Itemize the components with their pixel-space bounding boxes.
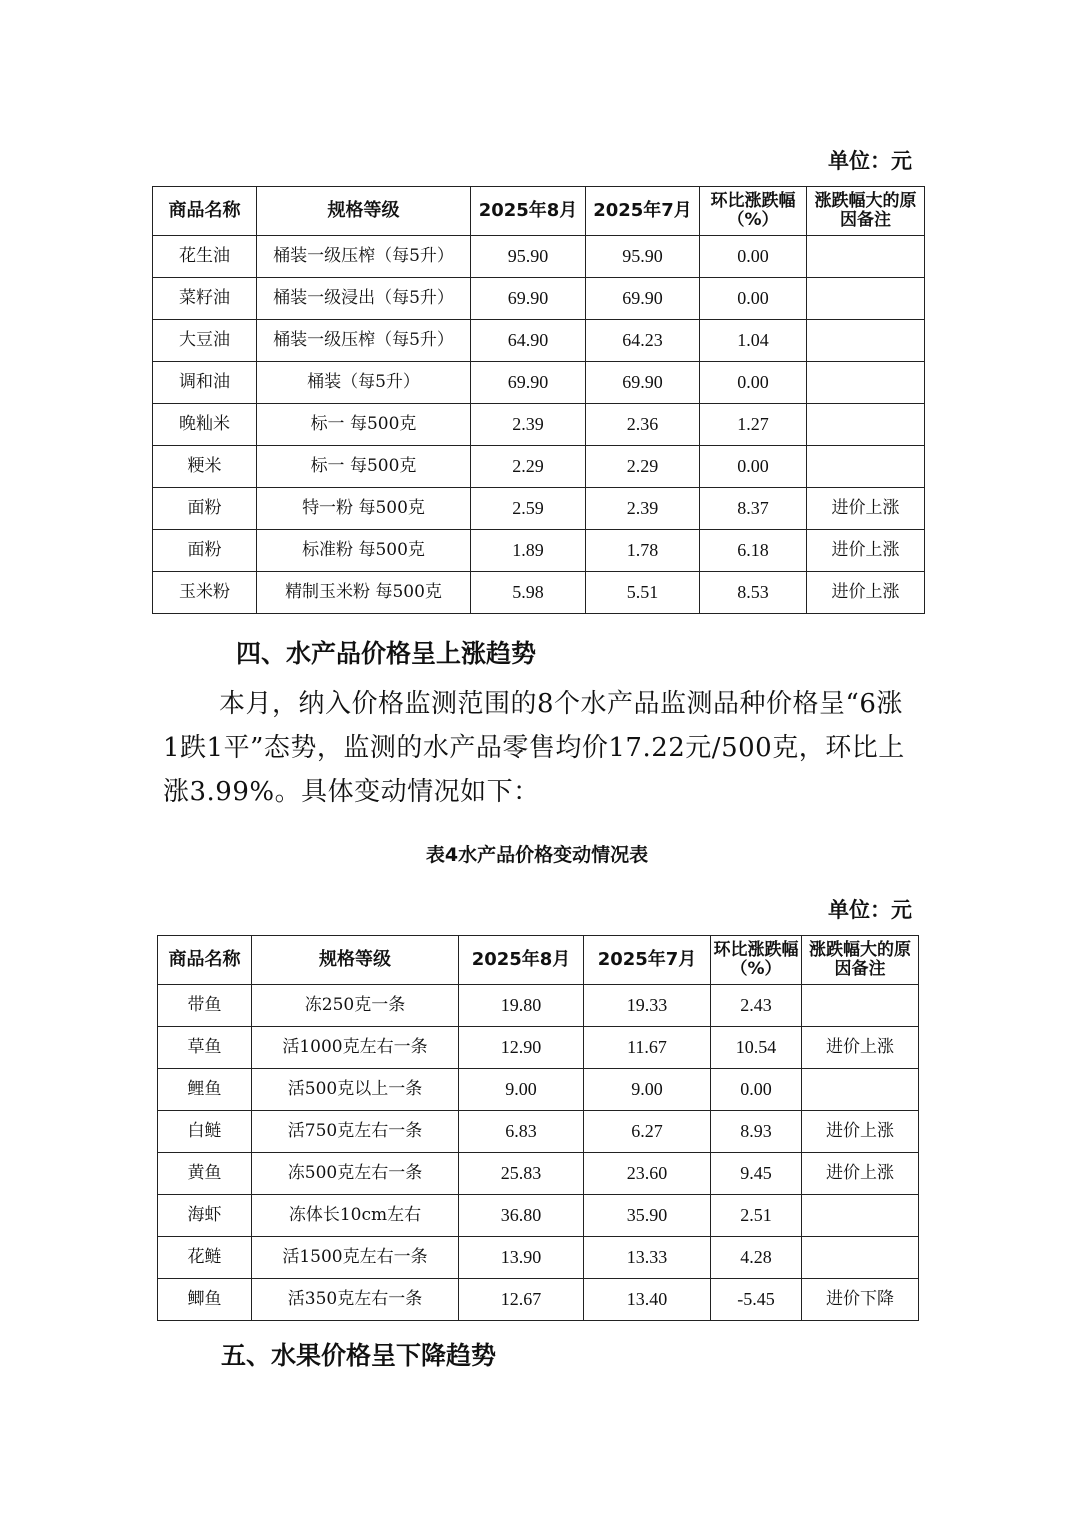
table-header-row xyxy=(153,187,925,236)
table-row xyxy=(158,1111,919,1153)
cell-jul-price: 69.90 xyxy=(586,362,700,404)
cell-mom-change: 0.00 xyxy=(711,1069,802,1111)
cell-jul-price: 2.29 xyxy=(586,446,700,488)
cell-aug-price: 36.80 xyxy=(459,1195,584,1237)
cell-aug-price: 6.83 xyxy=(459,1111,584,1153)
cell-product-name: 花鲢 xyxy=(158,1237,252,1279)
cell-mom-change: 2.51 xyxy=(711,1195,802,1237)
table-row xyxy=(153,488,925,530)
cell-reason: 进价上涨 xyxy=(807,488,925,530)
cell-mom-change: 2.43 xyxy=(711,985,802,1027)
cell-product-name: 菜籽油 xyxy=(153,278,257,320)
cell-spec: 桶装一级压榨（每5升） xyxy=(257,320,471,362)
table-row xyxy=(158,1195,919,1237)
cell-spec: 活1500克左右一条 xyxy=(252,1237,459,1279)
cell-reason xyxy=(807,446,925,488)
table-row xyxy=(158,1153,919,1195)
cell-reason xyxy=(802,1195,919,1237)
table-row xyxy=(153,236,925,278)
cell-spec: 桶装（每5升） xyxy=(257,362,471,404)
header-spec: 规格等级 xyxy=(252,936,459,985)
table-row xyxy=(153,446,925,488)
cell-reason: 进价上涨 xyxy=(807,572,925,614)
cell-spec: 冻体长10cm左右 xyxy=(252,1195,459,1237)
cell-aug-price: 2.59 xyxy=(471,488,586,530)
cell-jul-price: 95.90 xyxy=(586,236,700,278)
cell-aug-price: 25.83 xyxy=(459,1153,584,1195)
cell-reason xyxy=(802,985,919,1027)
cell-jul-price: 2.36 xyxy=(586,404,700,446)
section4-heading: 四、水产品价格呈上涨趋势 xyxy=(236,639,537,668)
table-row xyxy=(153,404,925,446)
grain-oil-price-table xyxy=(152,186,925,614)
cell-mom-change: 6.18 xyxy=(700,530,807,572)
paragraph-text: 本月，纳入价格监测范围的8个水产品监测品种价格呈“6涨1跌1平”态势，监测的水产品零售均价17.22元/500克，环比上涨3.99%。具体变动情况如下： xyxy=(163,689,905,807)
cell-spec: 桶装一级压榨（每5升） xyxy=(257,236,471,278)
cell-jul-price: 9.00 xyxy=(584,1069,711,1111)
table-row xyxy=(153,278,925,320)
cell-aug-price: 19.80 xyxy=(459,985,584,1027)
table-row xyxy=(158,1027,919,1069)
table-row xyxy=(158,985,919,1027)
cell-jul-price: 64.23 xyxy=(586,320,700,362)
cell-jul-price: 11.67 xyxy=(584,1027,711,1069)
cell-product-name: 海虾 xyxy=(158,1195,252,1237)
cell-mom-change: 0.00 xyxy=(700,362,807,404)
cell-product-name: 鲤鱼 xyxy=(158,1069,252,1111)
cell-product-name: 粳米 xyxy=(153,446,257,488)
header-product-name: 商品名称 xyxy=(153,187,257,236)
header-jul: 2025年7月 xyxy=(586,187,700,236)
cell-spec: 特一粉 每500克 xyxy=(257,488,471,530)
table-row xyxy=(153,362,925,404)
cell-spec: 标一 每500克 xyxy=(257,404,471,446)
cell-mom-change: 1.04 xyxy=(700,320,807,362)
cell-mom-change: 0.00 xyxy=(700,236,807,278)
cell-mom-change: 0.00 xyxy=(700,278,807,320)
cell-aug-price: 2.39 xyxy=(471,404,586,446)
cell-reason: 进价上涨 xyxy=(802,1027,919,1069)
cell-reason: 进价下降 xyxy=(802,1279,919,1321)
section4-paragraph xyxy=(163,682,915,814)
cell-mom-change: 8.37 xyxy=(700,488,807,530)
cell-mom-change: 9.45 xyxy=(711,1153,802,1195)
header-product-name: 商品名称 xyxy=(158,936,252,985)
table-row xyxy=(153,530,925,572)
cell-reason: 进价上涨 xyxy=(802,1153,919,1195)
header-spec: 规格等级 xyxy=(257,187,471,236)
cell-jul-price: 6.27 xyxy=(584,1111,711,1153)
section5-heading: 五、水果价格呈下降趋势 xyxy=(221,1341,497,1370)
cell-reason: 进价上涨 xyxy=(802,1111,919,1153)
table-row xyxy=(158,1069,919,1111)
cell-spec: 冻500克左右一条 xyxy=(252,1153,459,1195)
cell-aug-price: 69.90 xyxy=(471,362,586,404)
table-row xyxy=(158,1237,919,1279)
cell-mom-change: 0.00 xyxy=(700,446,807,488)
cell-spec: 活500克以上一条 xyxy=(252,1069,459,1111)
cell-product-name: 晚籼米 xyxy=(153,404,257,446)
cell-reason xyxy=(802,1237,919,1279)
table4-caption: 表4水产品价格变动情况表 xyxy=(425,844,649,866)
cell-spec: 活1000克左右一条 xyxy=(252,1027,459,1069)
header-aug: 2025年8月 xyxy=(459,936,584,985)
aquatic-price-table xyxy=(157,935,919,1321)
cell-reason xyxy=(807,236,925,278)
header-aug: 2025年8月 xyxy=(471,187,586,236)
cell-jul-price: 35.90 xyxy=(584,1195,711,1237)
cell-product-name: 大豆油 xyxy=(153,320,257,362)
cell-reason: 进价上涨 xyxy=(807,530,925,572)
cell-product-name: 白鲢 xyxy=(158,1111,252,1153)
cell-mom-change: 4.28 xyxy=(711,1237,802,1279)
cell-product-name: 面粉 xyxy=(153,530,257,572)
cell-spec: 精制玉米粉 每500克 xyxy=(257,572,471,614)
table-row xyxy=(153,320,925,362)
cell-spec: 活350克左右一条 xyxy=(252,1279,459,1321)
cell-product-name: 草鱼 xyxy=(158,1027,252,1069)
cell-aug-price: 95.90 xyxy=(471,236,586,278)
cell-mom-change: 8.93 xyxy=(711,1111,802,1153)
cell-product-name: 带鱼 xyxy=(158,985,252,1027)
cell-product-name: 黄鱼 xyxy=(158,1153,252,1195)
cell-jul-price: 13.33 xyxy=(584,1237,711,1279)
cell-jul-price: 13.40 xyxy=(584,1279,711,1321)
cell-jul-price: 23.60 xyxy=(584,1153,711,1195)
cell-aug-price: 5.98 xyxy=(471,572,586,614)
table-header-row xyxy=(158,936,919,985)
cell-aug-price: 9.00 xyxy=(459,1069,584,1111)
cell-product-name: 面粉 xyxy=(153,488,257,530)
cell-aug-price: 1.89 xyxy=(471,530,586,572)
cell-aug-price: 64.90 xyxy=(471,320,586,362)
cell-spec: 活750克左右一条 xyxy=(252,1111,459,1153)
cell-aug-price: 12.90 xyxy=(459,1027,584,1069)
cell-mom-change: -5.45 xyxy=(711,1279,802,1321)
cell-aug-price: 2.29 xyxy=(471,446,586,488)
cell-spec: 桶装一级浸出（每5升） xyxy=(257,278,471,320)
cell-mom-change: 8.53 xyxy=(700,572,807,614)
cell-product-name: 花生油 xyxy=(153,236,257,278)
cell-reason xyxy=(807,362,925,404)
header-reason: 涨跌幅大的原因备注 xyxy=(802,936,919,985)
cell-reason xyxy=(807,278,925,320)
cell-reason xyxy=(802,1069,919,1111)
header-mom-change: 环比涨跌幅（%） xyxy=(711,936,802,985)
cell-reason xyxy=(807,320,925,362)
cell-reason xyxy=(807,404,925,446)
cell-jul-price: 2.39 xyxy=(586,488,700,530)
cell-product-name: 鲫鱼 xyxy=(158,1279,252,1321)
header-mom-change: 环比涨跌幅（%） xyxy=(700,187,807,236)
cell-jul-price: 19.33 xyxy=(584,985,711,1027)
cell-mom-change: 1.27 xyxy=(700,404,807,446)
cell-aug-price: 12.67 xyxy=(459,1279,584,1321)
cell-spec: 标准粉 每500克 xyxy=(257,530,471,572)
table4-unit: 单位：元 xyxy=(828,898,912,922)
cell-spec: 冻250克一条 xyxy=(252,985,459,1027)
cell-spec: 标一 每500克 xyxy=(257,446,471,488)
cell-jul-price: 1.78 xyxy=(586,530,700,572)
table-row xyxy=(153,572,925,614)
cell-jul-price: 5.51 xyxy=(586,572,700,614)
cell-aug-price: 13.90 xyxy=(459,1237,584,1279)
table-row xyxy=(158,1279,919,1321)
header-jul: 2025年7月 xyxy=(584,936,711,985)
table3-unit: 单位：元 xyxy=(828,149,912,173)
cell-product-name: 玉米粉 xyxy=(153,572,257,614)
cell-jul-price: 69.90 xyxy=(586,278,700,320)
cell-aug-price: 69.90 xyxy=(471,278,586,320)
header-reason: 涨跌幅大的原因备注 xyxy=(807,187,925,236)
cell-product-name: 调和油 xyxy=(153,362,257,404)
cell-mom-change: 10.54 xyxy=(711,1027,802,1069)
